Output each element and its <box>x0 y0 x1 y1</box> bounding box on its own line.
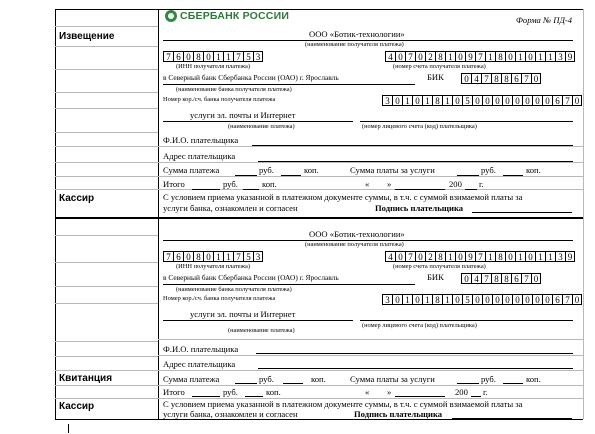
account-digit: 1 <box>545 51 555 62</box>
inn-digit: 0 <box>183 251 193 262</box>
row-line <box>55 108 158 109</box>
account-digit: 8 <box>495 251 505 262</box>
corr-digit: 0 <box>492 294 502 305</box>
inn-digit: 5 <box>243 51 253 62</box>
row-line <box>55 69 158 70</box>
field-underline <box>457 175 479 176</box>
field-underline <box>258 161 573 162</box>
row-line <box>55 356 158 357</box>
field-underline <box>163 121 353 122</box>
bik-label-r: БИК <box>427 272 444 282</box>
account-digit: 9 <box>465 251 475 262</box>
account-digit: 3 <box>555 51 565 62</box>
account-digit: 0 <box>505 51 515 62</box>
row-line <box>158 146 583 147</box>
frame-right <box>583 9 584 419</box>
notice-label: Извещение <box>59 31 115 42</box>
corr-digit: 1 <box>402 294 412 305</box>
sum-rub-r: руб. <box>259 374 274 384</box>
account-digit: 0 <box>525 51 535 62</box>
inn-digit: 3 <box>253 51 263 62</box>
corr-digit: 0 <box>412 95 422 106</box>
account-digit: 1 <box>545 251 555 262</box>
bik-digit: 6 <box>511 273 521 284</box>
account-digit: 7 <box>405 51 415 62</box>
row-line <box>55 162 158 163</box>
corr-digit: 5 <box>462 95 472 106</box>
corr-digit: 0 <box>542 95 552 106</box>
row-line <box>158 385 583 386</box>
inn-cells-r <box>163 251 263 262</box>
row-line <box>55 262 158 263</box>
year-suffix-r: г. <box>483 387 488 397</box>
consent-line2-r: услуги банка, ознакомлен и согласен <box>163 409 298 419</box>
account-digit: 8 <box>495 51 505 62</box>
sum-label: Сумма платежа <box>163 165 220 175</box>
year-suffix: г. <box>479 179 484 189</box>
corr-digit: 0 <box>472 294 482 305</box>
corr-cells-r <box>382 294 582 305</box>
inn-caption: (ИНН получателя платежа) <box>176 63 251 70</box>
corr-digit: 0 <box>502 95 512 106</box>
inn-digit: 1 <box>213 51 223 62</box>
field-underline <box>457 383 479 384</box>
bik-digit: 4 <box>471 73 481 84</box>
personal-acc-caption: (номер лицевого счета (код) плательщика) <box>362 123 477 130</box>
consent-line1-r: С условием приема указанной в платежном документе суммы, в т.ч. с суммой взимаемой платы за <box>163 399 523 409</box>
account-digit: 8 <box>435 51 445 62</box>
bik-digit: 7 <box>481 273 491 284</box>
payee-name-caption-r: (наименование получателя платежа) <box>305 241 404 248</box>
inn-digit: 7 <box>233 51 243 62</box>
inn-digit: 1 <box>223 251 233 262</box>
account-digit: 1 <box>485 51 495 62</box>
row-line <box>158 176 583 177</box>
frame-bottom <box>55 419 583 420</box>
section-separator <box>55 217 583 219</box>
fee-rub: руб. <box>481 165 496 175</box>
corr-digit: 0 <box>572 294 582 305</box>
inn-digit: 1 <box>223 51 233 62</box>
row-line <box>55 146 158 147</box>
sum-rub: руб. <box>259 165 274 175</box>
bik-cells <box>461 73 541 84</box>
personal-acc-caption-r: (номер лицевого счета (код) плательщика) <box>362 322 477 329</box>
row-line <box>55 176 158 177</box>
corr-digit: 0 <box>392 95 402 106</box>
bik-digit: 0 <box>461 73 471 84</box>
cashier-label-top: Кассир <box>59 193 95 204</box>
field-underline <box>360 320 573 321</box>
row-line <box>55 398 158 399</box>
field-underline <box>245 396 263 397</box>
corr-digit: 1 <box>442 294 452 305</box>
service-name-r: услуги эл. почты и Интернет <box>190 309 296 319</box>
account-digit: 4 <box>385 251 395 262</box>
account-digit: 9 <box>465 51 475 62</box>
account-digit: 1 <box>535 51 545 62</box>
field-underline <box>163 320 353 321</box>
inn-caption-r: (ИНН получателя платежа) <box>176 263 251 270</box>
bank-caption: (наименование банка получателя платежа) <box>176 86 292 93</box>
signature-label: Подпись плательщика <box>375 203 464 213</box>
bik-digit: 7 <box>521 273 531 284</box>
cashier-label-bottom: Кассир <box>59 401 95 412</box>
fee-label-r: Сумма платы за услуги <box>350 374 435 384</box>
field-underline <box>192 189 220 190</box>
account-digit: 7 <box>475 251 485 262</box>
account-digit: 0 <box>525 251 535 262</box>
field-underline <box>283 383 303 384</box>
account-digit: 0 <box>415 51 425 62</box>
corr-digit: 6 <box>552 95 562 106</box>
corr-digit: 0 <box>522 95 532 106</box>
bik-digit: 6 <box>511 73 521 84</box>
receipt-label: Квитанция <box>59 373 113 384</box>
field-underline <box>243 189 259 190</box>
bik-label: БИК <box>427 72 444 82</box>
row-line <box>158 355 583 356</box>
payee-name-caption: (наименование получателя платежа) <box>305 41 404 48</box>
inn-digit: 6 <box>173 251 183 262</box>
field-underline <box>163 284 415 285</box>
bank-logo <box>165 10 289 22</box>
account-digit: 2 <box>425 251 435 262</box>
corr-digit: 0 <box>492 95 502 106</box>
year-r: 200 <box>455 387 468 397</box>
corr-digit: 1 <box>422 95 432 106</box>
total-kop-r: коп. <box>266 387 281 397</box>
corr-label-r: Номер кор./сч. банка получателя платежа <box>163 295 276 302</box>
total-label: Итого <box>163 179 185 189</box>
corr-digit: 7 <box>562 294 572 305</box>
corr-digit: 0 <box>532 95 542 106</box>
account-digit: 3 <box>555 251 565 262</box>
bik-digit: 0 <box>531 273 541 284</box>
field-underline <box>472 212 572 213</box>
row-line <box>55 286 158 287</box>
field-underline <box>258 368 573 369</box>
account-digit: 0 <box>455 51 465 62</box>
consent-line2: услуги банка, ознакомлен и согласен <box>163 203 298 213</box>
corr-digit: 0 <box>482 294 492 305</box>
bik-digit: 8 <box>501 73 511 84</box>
corr-digit: 0 <box>452 294 462 305</box>
payer-name-label: Ф.И.О. плательщика <box>163 135 239 145</box>
consent-line1: С условием приема указанной в платежном документе суммы, в т.ч. с суммой взимаемой платы за <box>163 192 523 202</box>
bik-digit: 0 <box>531 73 541 84</box>
field-underline <box>452 418 572 419</box>
corr-digit: 0 <box>512 294 522 305</box>
account-digit: 1 <box>515 51 525 62</box>
date-open-r: « <box>365 387 370 397</box>
inn-digit: 6 <box>173 51 183 62</box>
corr-digit: 0 <box>532 294 542 305</box>
account-digit: 0 <box>395 51 405 62</box>
fee-label: Сумма платы за услуги <box>350 165 435 175</box>
corr-digit: 0 <box>572 95 582 106</box>
corr-digit: 0 <box>482 95 492 106</box>
frame-top <box>55 9 583 10</box>
field-underline <box>503 175 523 176</box>
service-caption-r: (наименование платежа) <box>228 327 295 334</box>
field-underline <box>465 189 477 190</box>
account-digit: 1 <box>445 251 455 262</box>
account-caption-r: (номер счета получателя платежа) <box>393 263 486 270</box>
corr-digit: 0 <box>392 294 402 305</box>
field-underline <box>360 121 573 122</box>
field-underline <box>281 175 301 176</box>
field-underline <box>395 396 445 397</box>
account-digit: 0 <box>455 251 465 262</box>
frame-divider <box>158 9 159 419</box>
payee-name-r: ООО «Ботик-технологии» <box>309 229 405 239</box>
corr-digit: 3 <box>382 294 392 305</box>
account-digit: 9 <box>565 251 575 262</box>
inn-digit: 7 <box>163 51 173 62</box>
corr-digit: 0 <box>522 294 532 305</box>
bik-digit: 0 <box>461 273 471 284</box>
bank-name: в Северный банк Сбербанка России (ОАО) г. Ярославль <box>163 73 339 82</box>
service-caption: (наименование платежа) <box>228 123 295 130</box>
row-line <box>55 235 158 236</box>
corr-digit: 7 <box>562 95 572 106</box>
corr-digit: 0 <box>412 294 422 305</box>
date-close: » <box>387 179 392 189</box>
sum-label-r: Сумма платежа <box>163 374 220 384</box>
row-line <box>55 303 158 304</box>
sum-kop: коп. <box>304 165 319 175</box>
corr-label: Номер кор./сч. банка получателя платежа <box>163 96 276 103</box>
fee-kop: коп. <box>526 165 541 175</box>
bank-name-r: в Северный банк Сбербанка России (ОАО) г. Ярославль <box>163 273 339 282</box>
payer-address-label-r: Адрес плательщика <box>163 359 236 369</box>
corr-digit: 0 <box>542 294 552 305</box>
bik-digit: 4 <box>471 273 481 284</box>
account-digit: 4 <box>385 51 395 62</box>
account-digit: 7 <box>475 51 485 62</box>
corr-digit: 0 <box>472 95 482 106</box>
corr-digit: 0 <box>502 294 512 305</box>
inn-digit: 7 <box>163 251 173 262</box>
inn-digit: 8 <box>193 51 203 62</box>
row-line <box>158 339 583 340</box>
account-digit: 7 <box>405 251 415 262</box>
bik-digit: 8 <box>491 273 501 284</box>
field-underline <box>163 84 415 85</box>
account-digit: 1 <box>535 251 545 262</box>
bank-caption-r: (наименование банка получателя платежа) <box>176 286 292 293</box>
fee-kop-r: коп. <box>526 374 541 384</box>
corr-digit: 6 <box>552 294 562 305</box>
bik-cells-r <box>461 273 541 284</box>
total-rub: руб. <box>223 179 238 189</box>
inn-digit: 8 <box>193 251 203 262</box>
frame-left <box>55 9 56 419</box>
corr-digit: 8 <box>432 294 442 305</box>
inn-digit: 3 <box>253 251 263 262</box>
total-rub-r: руб. <box>223 387 238 397</box>
bik-digit: 8 <box>491 73 501 84</box>
corr-digit: 0 <box>512 95 522 106</box>
inn-digit: 7 <box>233 251 243 262</box>
account-digit: 0 <box>505 251 515 262</box>
year: 200 <box>449 179 462 189</box>
inn-cells <box>163 51 263 62</box>
row-line <box>55 132 158 133</box>
field-underline <box>235 175 257 176</box>
corr-digit: 3 <box>382 95 392 106</box>
account-cells-r <box>385 251 575 262</box>
inn-digit: 0 <box>183 51 193 62</box>
account-digit: 9 <box>565 51 575 62</box>
row-line <box>55 370 158 371</box>
total-kop: коп. <box>262 179 277 189</box>
field-underline <box>503 383 523 384</box>
account-digit: 1 <box>485 251 495 262</box>
corr-digit: 1 <box>422 294 432 305</box>
text-cursor <box>68 424 69 433</box>
corr-digit: 5 <box>462 294 472 305</box>
inn-digit: 0 <box>203 51 213 62</box>
account-digit: 0 <box>415 251 425 262</box>
inn-digit: 1 <box>213 251 223 262</box>
corr-digit: 0 <box>452 95 462 106</box>
row-line <box>55 189 158 190</box>
bik-digit: 7 <box>481 73 491 84</box>
account-digit: 2 <box>425 51 435 62</box>
bik-digit: 8 <box>501 273 511 284</box>
account-digit: 0 <box>395 251 405 262</box>
row-line <box>158 162 583 163</box>
sum-kop-r: коп. <box>311 374 326 384</box>
date-close-r: » <box>387 387 392 397</box>
field-underline <box>395 189 445 190</box>
account-digit: 1 <box>445 51 455 62</box>
bik-digit: 7 <box>521 73 531 84</box>
corr-digit: 8 <box>432 95 442 106</box>
field-underline <box>471 396 481 397</box>
field-underline <box>192 396 220 397</box>
bank-logo-icon <box>165 10 177 22</box>
corr-digit: 1 <box>442 95 452 106</box>
account-cells <box>385 51 575 62</box>
total-label-r: Итого <box>163 387 185 397</box>
corr-digit: 1 <box>402 95 412 106</box>
payee-name: ООО «Ботик-технологии» <box>309 29 405 39</box>
bank-logo-text: СБЕРБАНК РОССИИ <box>180 10 290 22</box>
form-number: Форма № ПД-4 <box>516 15 573 25</box>
row-line <box>55 92 158 93</box>
row-line <box>55 46 158 47</box>
inn-digit: 5 <box>243 251 253 262</box>
row-line <box>55 341 158 342</box>
account-caption: (номер счета получателя платежа) <box>393 63 486 70</box>
row-line <box>55 385 158 386</box>
row-line <box>158 370 583 371</box>
inn-digit: 0 <box>203 251 213 262</box>
corr-cells <box>382 95 582 106</box>
account-digit: 1 <box>515 251 525 262</box>
account-digit: 8 <box>435 251 445 262</box>
service-name: услуги эл. почты и Интернет <box>190 110 296 120</box>
field-underline <box>235 383 257 384</box>
fee-rub-r: руб. <box>481 374 496 384</box>
date-open: « <box>365 179 370 189</box>
field-underline <box>256 353 573 354</box>
payer-name-label-r: Ф.И.О. плательщика <box>163 344 239 354</box>
row-line <box>55 26 158 27</box>
signature-label-r: Подпись плательщика <box>354 409 443 419</box>
row-line <box>158 189 583 190</box>
field-underline <box>252 145 573 146</box>
payer-address-label: Адрес плательщика <box>163 151 236 161</box>
